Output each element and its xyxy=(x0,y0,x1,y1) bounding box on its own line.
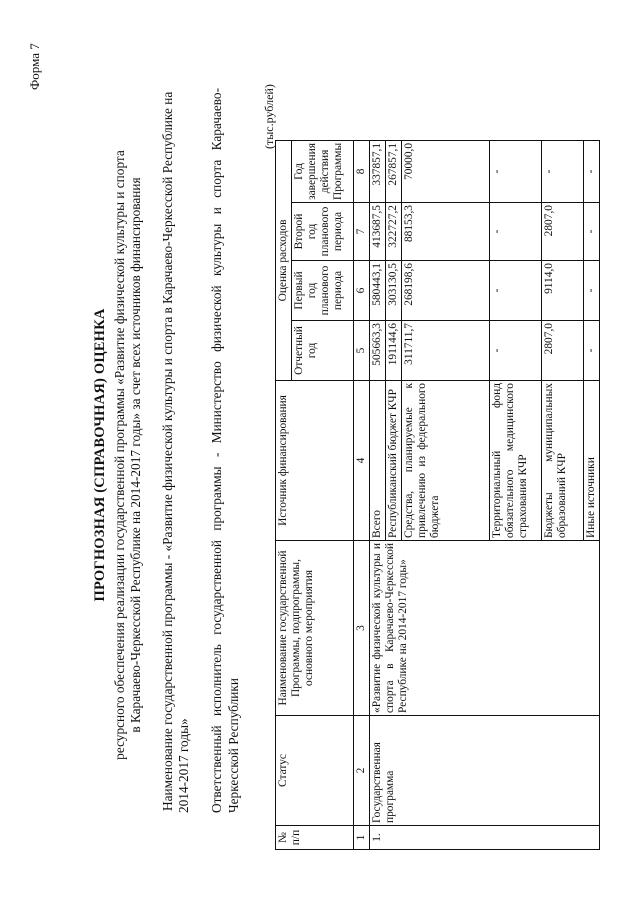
col-number: 2 xyxy=(354,716,370,826)
value-cell: 268198,6 xyxy=(402,261,490,321)
source-cell: Всего xyxy=(370,381,386,541)
value-cell: - xyxy=(490,140,542,202)
subtitle-line-2: в Карачаево-Черкесской Республике на 2014-2017 годы» за счет всех источников финансирования xyxy=(128,177,143,733)
responsible-executor: Ответственный исполнитель государственной программы - Министерство физической культуры и спорта Карачаево-Черкесской Республики xyxy=(209,88,241,813)
source-cell: Территориальный фонд обязательного медицинского страхования КЧР xyxy=(490,381,542,541)
form-label: Форма 7 xyxy=(27,43,42,90)
header-num: № п/п xyxy=(276,826,354,850)
units-label: (тыс.рублей) xyxy=(262,84,276,149)
col-number: 3 xyxy=(354,541,370,716)
header-row-1 xyxy=(276,140,292,849)
value-cell: 337857,1 xyxy=(370,140,386,202)
header-end-year: Год завершения действия Программы xyxy=(292,140,354,202)
value-cell: 303130,5 xyxy=(386,261,402,321)
value-cell: 2807,0 xyxy=(542,203,584,261)
value-cell: 505663,3 xyxy=(370,321,386,381)
col-number: 7 xyxy=(354,203,370,261)
value-cell: 191144,6 xyxy=(386,321,402,381)
program-name: Наименование государственной программы - «Развитие физической культуры и спорта в Карачаево-Черкесской Республике на 2014-2017 годы» xyxy=(160,91,191,813)
value-cell: - xyxy=(490,321,542,381)
value-cell: 413687,5 xyxy=(370,203,386,261)
header-estimate: Оценка расходов xyxy=(276,140,292,380)
value-cell: 88153,3 xyxy=(402,203,490,261)
value-cell: - xyxy=(584,321,600,381)
funding-table xyxy=(275,140,600,850)
value-cell: - xyxy=(584,140,600,202)
value-cell: 311711,7 xyxy=(402,321,490,381)
value-cell: 70000,0 xyxy=(402,140,490,202)
header-name: Наименование государственной Программы, подпрограммы, основного мероприятия xyxy=(276,541,354,716)
document-title: ПРОГНОЗНАЯ (СПРАВОЧНАЯ) ОЦЕНКА xyxy=(92,308,108,602)
source-cell: Республиканский бюджет КЧР xyxy=(386,381,402,541)
header-first-year: Первый год планового периода xyxy=(292,261,354,321)
row-number: 1. xyxy=(370,826,600,850)
header-report-year: Отчетный год xyxy=(292,321,354,381)
col-number: 6 xyxy=(354,261,370,321)
value-cell: - xyxy=(490,261,542,321)
value-cell: - xyxy=(542,140,584,202)
col-number: 5 xyxy=(354,321,370,381)
value-cell: 322727,2 xyxy=(386,203,402,261)
value-cell: 267857,1 xyxy=(386,140,402,202)
table-row xyxy=(370,140,386,849)
source-cell: Средства, планируемые к привлечению из федерального бюджета xyxy=(402,381,490,541)
source-cell: Иные источники xyxy=(584,381,600,541)
header-source: Источник финансирования xyxy=(276,381,354,541)
value-cell: 9114,0 xyxy=(542,261,584,321)
col-number: 1 xyxy=(354,826,370,850)
source-cell: Бюджеты муниципальных образований КЧР xyxy=(542,381,584,541)
row-status: Государственная программа xyxy=(370,716,600,826)
column-number-row xyxy=(354,140,370,849)
value-cell: - xyxy=(584,261,600,321)
subtitle-line-1: ресурсного обеспечения реализации государственной программы «Развитие физической культуры и спорта xyxy=(112,150,127,760)
col-number: 4 xyxy=(354,381,370,541)
value-cell: 2807,0 xyxy=(542,321,584,381)
header-status: Статус xyxy=(276,716,354,826)
header-second-year: Второй год планового периода xyxy=(292,203,354,261)
value-cell: 580443,1 xyxy=(370,261,386,321)
value-cell: - xyxy=(584,203,600,261)
row-program-name: «Развитие физической культуры и спорта в Карачаево-Черкесской Республике на 2014-2017 годы» xyxy=(370,541,600,716)
value-cell: - xyxy=(490,203,542,261)
col-number: 8 xyxy=(354,140,370,202)
